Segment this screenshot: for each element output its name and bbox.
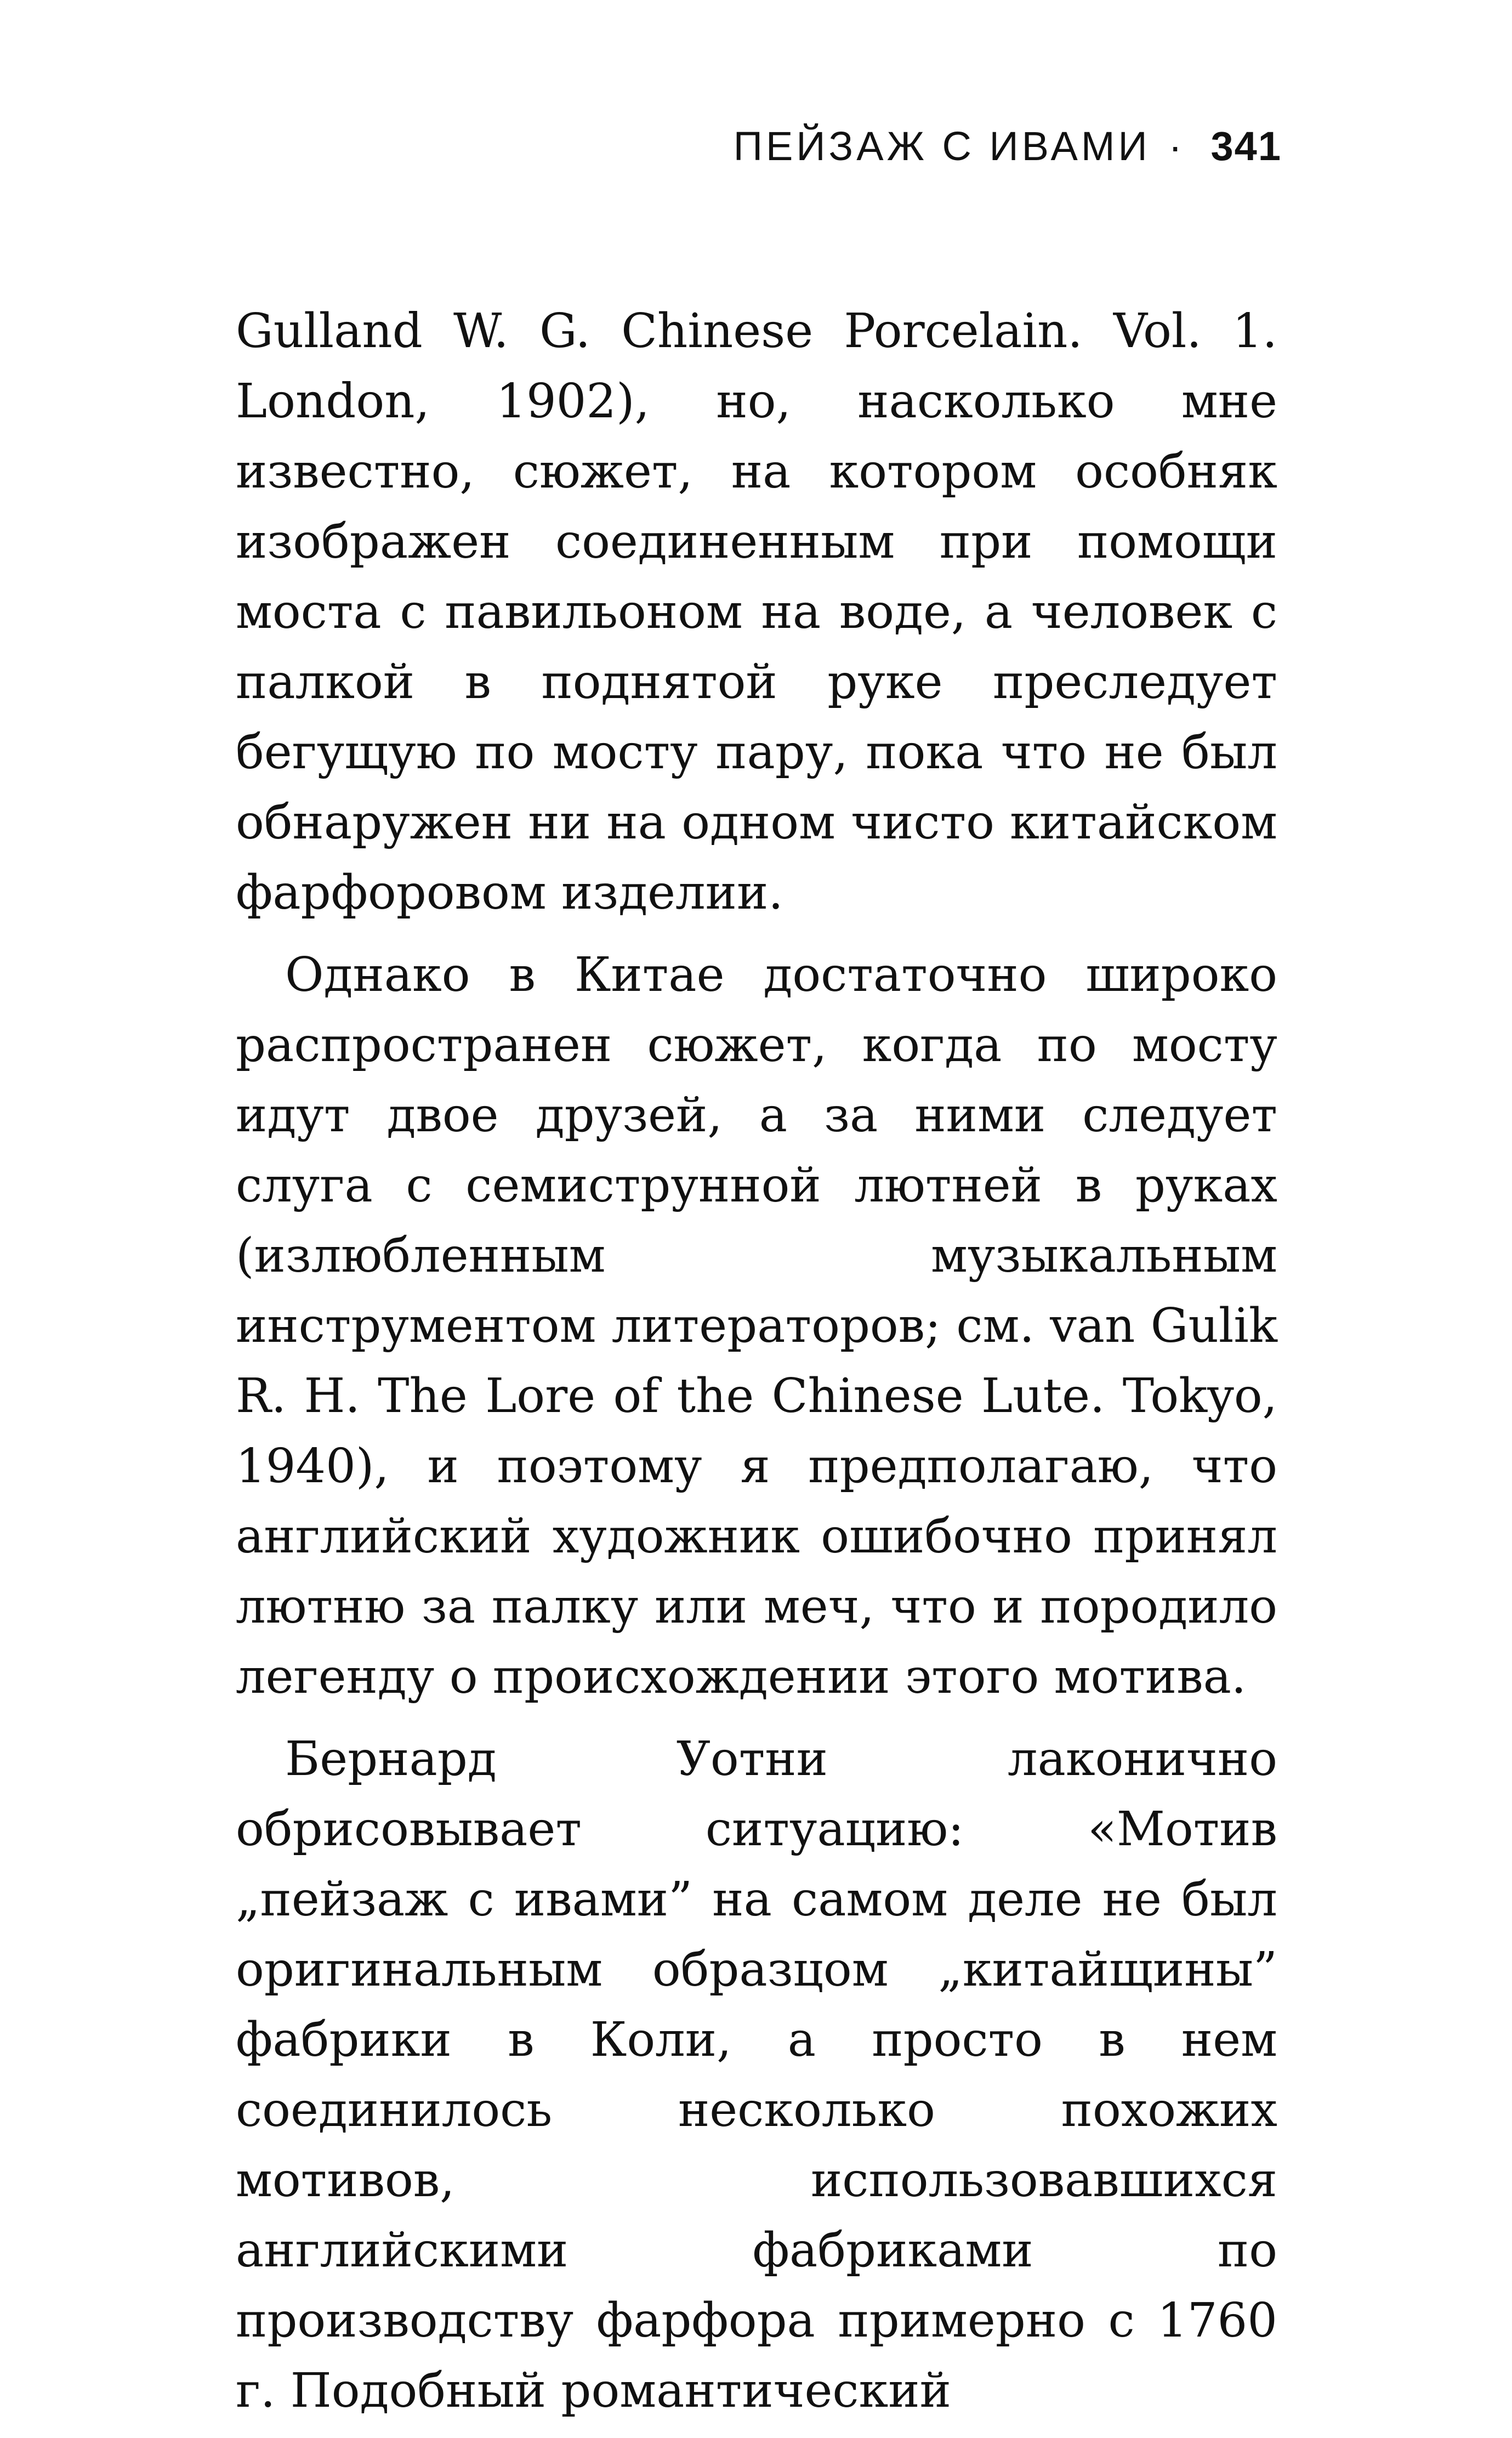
chapter-title: ПЕЙЗАЖ С ИВАМИ bbox=[733, 123, 1151, 169]
paragraph-1: Gulland W. G. Chinese Porcelain. Vol. 1. London, 1902), но, насколько мне известно, сюжет, на котором особняк изображен соединенным при помощи моста с павильоном на воде, а человек с палкой в поднятой руке преследует бегущую по мосту пару, пока что не был обнаружен ни на одном чисто китайском фарфоровом изделии. bbox=[236, 304, 1277, 920]
page-number: 341 bbox=[1210, 123, 1282, 169]
running-head bbox=[733, 123, 1282, 169]
header-separator: · bbox=[1168, 123, 1185, 169]
paragraph-2: Однако в Китае достаточно широко распространен сюжет, когда по мосту идут двое друзей, а за ними следует слуга с семиструнной лютней в руках (излюбленным музыкальным инструментом литераторов; см. van Gulik R. H. The Lore of the Chinese Lute. Tokyo, 1940), и поэтому я предполагаю, что английский художник ошибочно принял лютню за палку или меч, что и породило легенду о происхождении этого мотива. bbox=[236, 948, 1277, 1704]
page-body bbox=[236, 296, 1277, 2438]
paragraph-3: Бернард Уотни лаконично обрисовывает ситуацию: «Мотив „пейзаж с ивами” на самом деле не был оригинальным образцом „китайщины” фабрики в Коли, а просто в нем соединилось несколько похожих мотивов, использовавшихся английскими фабриками по производству фарфора примерно с 1760 г. Подобный романтический bbox=[236, 1732, 1277, 2418]
